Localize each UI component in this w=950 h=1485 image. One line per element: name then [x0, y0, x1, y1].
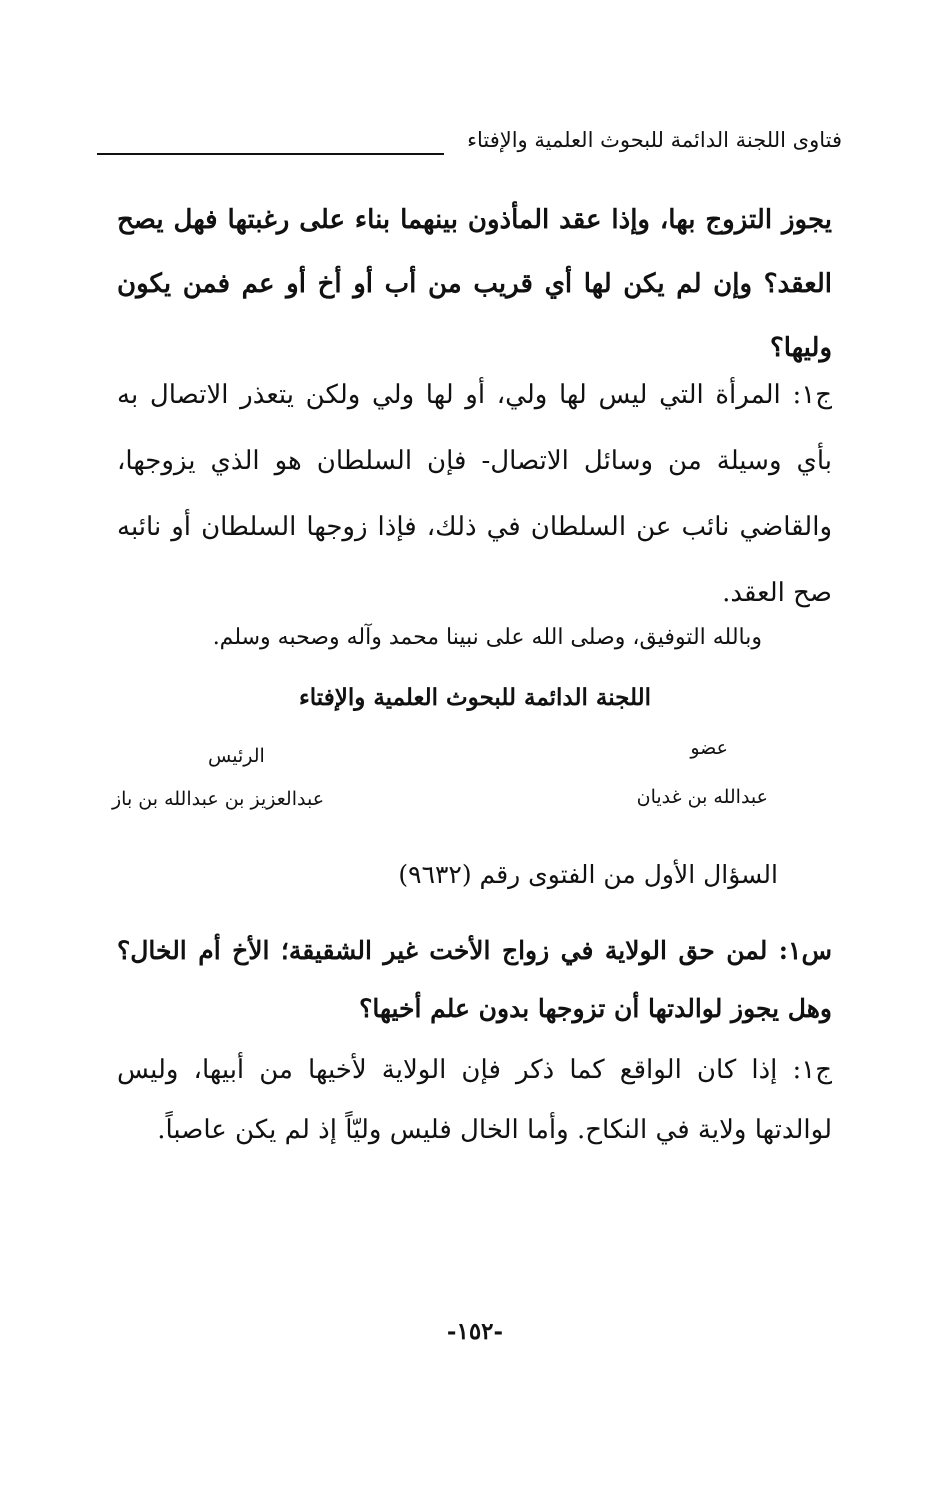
member-role: عضو [690, 737, 728, 759]
question-2: س١: لمن حق الولاية في زواج الأخت غير الشقيقة؛ الأخ أم الخال؟ وهل يجوز لوالدتها أن تزوجها بدون علم أخيها؟ [117, 936, 832, 1023]
page-number: -١٥٢- [446, 1318, 504, 1345]
header-title: فتاوى اللجنة الدائمة للبحوث العلمية والإفتاء [467, 128, 842, 152]
closing-prayer: وبالله التوفيق، وصلى الله على نبينا محمد وآله وصحبه وسلم. [212, 625, 762, 650]
answer-1: ج١: المرأة التي ليس لها ولي، أو لها ولي ولكن يتعذر الاتصال به بأي وسيلة من وسائل الاتصال- فإن السلطان هو الذي يزوجها، والقاضي نائب عن السلطان في ذلك، فإذا زوجها السلطان أو نائبه صح العقد. [117, 380, 832, 608]
answer-2: ج١: إذا كان الواقع كما ذكر فإن الولاية لأخيها من أبيها، وليس لوالدتها ولاية في النكاح. وأما الخال فليس وليّاً إذ لم يكن عاصباً. [117, 1055, 832, 1145]
committee-name: اللجنة الدائمة للبحوث العلمية والإفتاء [298, 684, 652, 711]
chair-name: عبدالعزيز بن عبدالله بن باز [112, 788, 325, 810]
member-name: عبدالله بن غديان [636, 786, 768, 808]
header-rule [97, 153, 444, 155]
fatwa-2-title: السؤال الأول من الفتوى رقم (٩٦٣٢) [398, 860, 778, 889]
running-header [97, 128, 842, 162]
chair-role: الرئيس [208, 745, 265, 767]
question-1-continued: يجوز التزوج بها، وإذا عقد المأذون بينهما بناء على رغبتها فهل يصح العقد؟ وإن لم يكن لها أي قريب من أب أو أخ أو عم فمن يكون وليها؟ [117, 205, 832, 363]
